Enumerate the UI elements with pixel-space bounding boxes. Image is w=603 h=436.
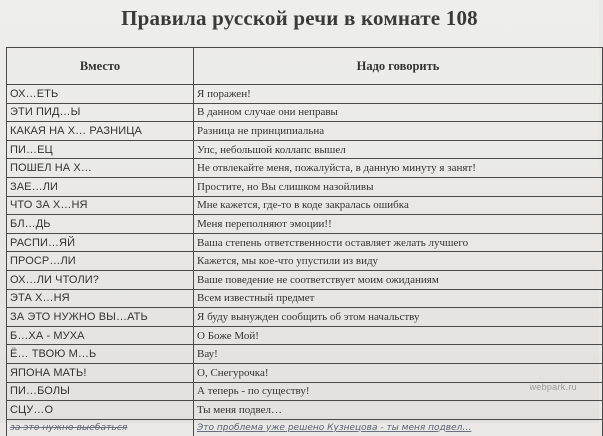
cell-should-say: Кажется, мы кое-что упустили из виду (194, 252, 603, 271)
cell-should-say: Меня переполняют эмоции!! (194, 215, 603, 234)
cell-instead: Б…ХА - МУХА (7, 326, 194, 345)
cell-instead: РАСПИ…ЯЙ (7, 233, 194, 252)
cell-instead: ЭТИ ПИД…Ы (7, 103, 194, 122)
cell-instead: ОХ…ЛИ ЧТОЛИ? (7, 270, 194, 289)
cell-instead: ЭТА Х…НЯ (7, 289, 194, 308)
cell-should-say: Разница не принципиальна (194, 122, 603, 141)
table-row (7, 159, 603, 178)
table-row (7, 215, 603, 234)
table-row (7, 103, 603, 122)
cell-instead: ОХ…ЕТЬ (7, 85, 194, 104)
cell-should-say: Ты меня подвел… (194, 401, 603, 420)
cell-instead: СЦУ…О (7, 401, 194, 420)
cell-should-say: О Боже Мой! (194, 326, 603, 345)
table-row (7, 140, 603, 159)
cell-instead: ЗА ЭТО НУЖНО ВЫ…АТЬ (7, 308, 194, 327)
cell-should-say: Вау! (194, 345, 603, 364)
table-header-row (7, 48, 603, 85)
cell-instead: Ё… ТВОЮ М…Ь (7, 345, 194, 364)
cell-should-say: А теперь - по существу! (194, 382, 603, 401)
table-row (7, 326, 603, 345)
cell-instead: ПОШЕЛ НА Х… (7, 159, 194, 178)
table-row (7, 196, 603, 215)
cell-should-say: Простите, но Вы слишком назойливы (194, 177, 603, 196)
cell-should-say: Я поражен! (194, 85, 603, 104)
handwritten-should-say: Это проблема уже решено Кузнецова - ты меня подвел… (194, 419, 603, 436)
watermark: webpark.ru (529, 382, 577, 392)
rules-table (6, 47, 603, 436)
cell-instead: ПРОСР…ЛИ (7, 252, 194, 271)
cell-instead: ЯПОНА МАТЬ! (7, 363, 194, 382)
table-row (7, 122, 603, 141)
cell-instead: ПИ…БОЛЫ (7, 382, 194, 401)
table-row (7, 252, 603, 271)
handwritten-instead: за это нужно выебаться (7, 419, 194, 436)
cell-should-say: В данном случае они неправы (194, 103, 603, 122)
table-row (7, 85, 603, 104)
cell-instead: ЗАЕ…ЛИ (7, 177, 194, 196)
page-title: Правила русской речи в комнате 108 (121, 6, 478, 30)
header-instead: Вместо (7, 48, 194, 85)
table-row (7, 345, 603, 364)
header-should-say: Надо говорить (194, 48, 603, 85)
table-row (7, 401, 603, 420)
cell-instead: БЛ…ДЬ (7, 215, 194, 234)
cell-should-say: О, Снегурочка! (194, 363, 603, 382)
table-row (7, 308, 603, 327)
cell-should-say: Всем известный предмет (194, 289, 603, 308)
cell-should-say: Мне кажется, где-то в коде закралась ошибка (194, 196, 603, 215)
table-row (7, 289, 603, 308)
table-row (7, 233, 603, 252)
cell-should-say: Упс, небольшой коллапс вышел (194, 140, 603, 159)
table-row (7, 363, 603, 382)
cell-should-say: Ваша степень ответственности оставляет желать лучшего (194, 233, 603, 252)
table-row (7, 177, 603, 196)
table-row (7, 270, 603, 289)
cell-should-say: Ваше поведение не соответствует моим ожиданиям (194, 270, 603, 289)
handwritten-row (7, 419, 603, 436)
cell-should-say: Я буду вынужден сообщить об этом начальству (194, 308, 603, 327)
cell-should-say: Не отвлекайте меня, пожалуйста, в данную минуту я занят! (194, 159, 603, 178)
cell-instead: ЧТО ЗА Х…НЯ (7, 196, 194, 215)
table-row (7, 382, 603, 401)
cell-instead: КАКАЯ НА Х… РАЗНИЦА (7, 122, 194, 141)
cell-instead: ПИ…ЕЦ (7, 140, 194, 159)
